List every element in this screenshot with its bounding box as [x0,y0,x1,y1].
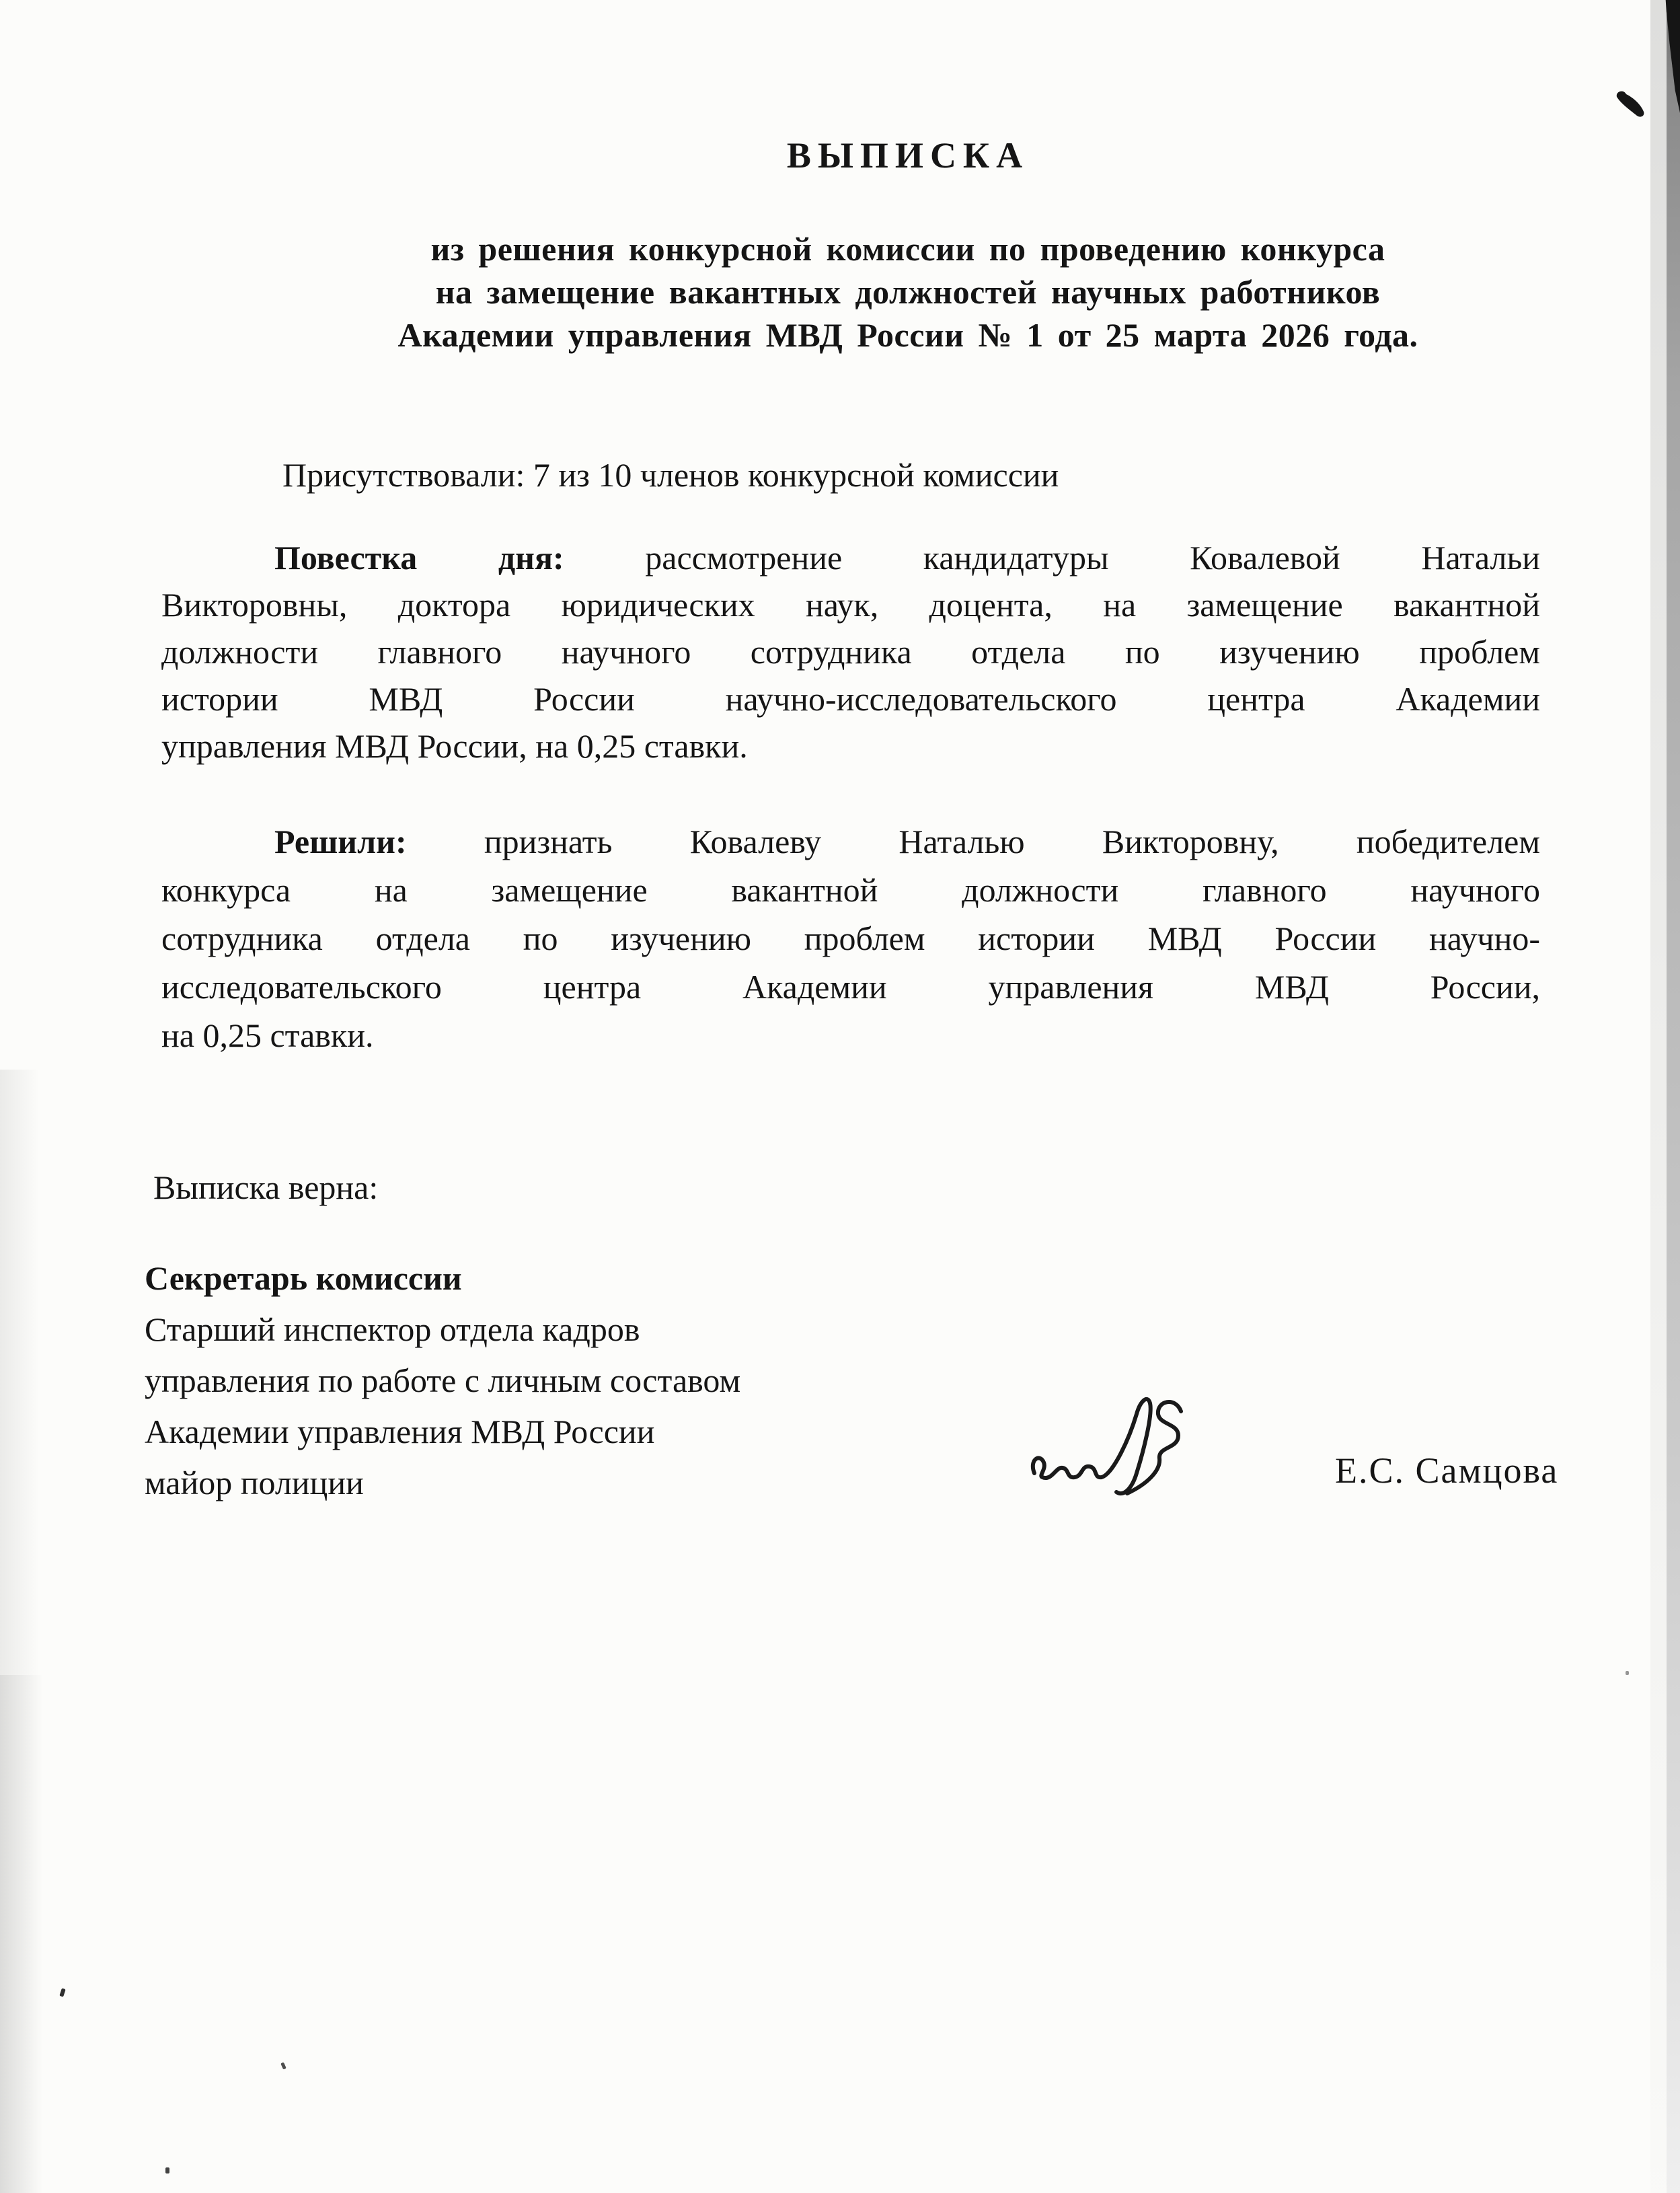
decision-line: сотрудника отдела по изучению проблем истории МВД России научно- [161,920,1540,957]
signatory-block [145,1253,1019,1508]
pen-mark [1611,87,1654,122]
signatory-role-line: Старший инспектор отдела кадров [145,1310,640,1348]
decision-paragraph [161,817,1540,1060]
signatory-role-title: Секретарь комиссии [145,1259,462,1297]
decision-line [161,817,1540,866]
decision-line-text: признать Ковалеву Наталью Викторовну, победителем [484,823,1541,860]
decision-line: исследовательского центра Академии управления МВД России, [161,968,1540,1006]
decision-line: на 0,25 ставки. [161,1016,374,1054]
scan-shadow-left-bottom [0,1675,43,2193]
scan-speck [59,1988,65,1997]
scan-shadow-left [0,1070,39,1675]
scan-speck [1626,1671,1629,1675]
scan-speck [280,2062,287,2069]
agenda-line [161,534,1540,581]
subtitle-line: на замещение вакантных должностей научных работников [435,273,1381,311]
agenda-lead: Повестка дня: [274,539,564,577]
agenda-line: должности главного научного сотрудника отдела по изучению проблем [161,633,1540,671]
signatory-role-line: управления по работе с личным составом [145,1362,741,1399]
signatory-role-line: майор полиции [145,1464,364,1501]
document-subtitle [303,227,1513,357]
subtitle-line: Академии управления МВД России № 1 от 25 марта 2026 года. [397,316,1418,354]
signatory-role-line: Академии управления МВД России [145,1413,655,1450]
page-title: ВЫПИСКА [786,135,1030,176]
decision-line: конкурса на замещение вакантной должности главного научного [161,871,1540,909]
agenda-line-text: рассмотрение кандидатуры Ковалевой Натальи [645,539,1541,577]
signatory-name: Е.С. Самцова [1335,1450,1559,1491]
scan-edge-right [1667,0,1680,2193]
attendance-line: Присутствовали: 7 из 10 членов конкурсной комиссии [282,456,1059,494]
certification-line: Выписка верна: [153,1168,379,1206]
agenda-line: истории МВД России научно-исследовательского центра Академии [161,680,1540,718]
decision-lead: Решили: [274,823,407,860]
handwritten-signature [1022,1384,1251,1509]
agenda-line: Викторовны, доктора юридических наук, доцента, на замещение вакантной [161,586,1540,624]
scan-edge-right-inner [1650,0,1667,2193]
agenda-paragraph [161,534,1540,770]
scan-speck [165,2167,169,2173]
subtitle-line: из решения конкурсной комиссии по проведению конкурса [430,230,1385,268]
agenda-line: управления МВД России, на 0,25 ставки. [161,727,748,765]
